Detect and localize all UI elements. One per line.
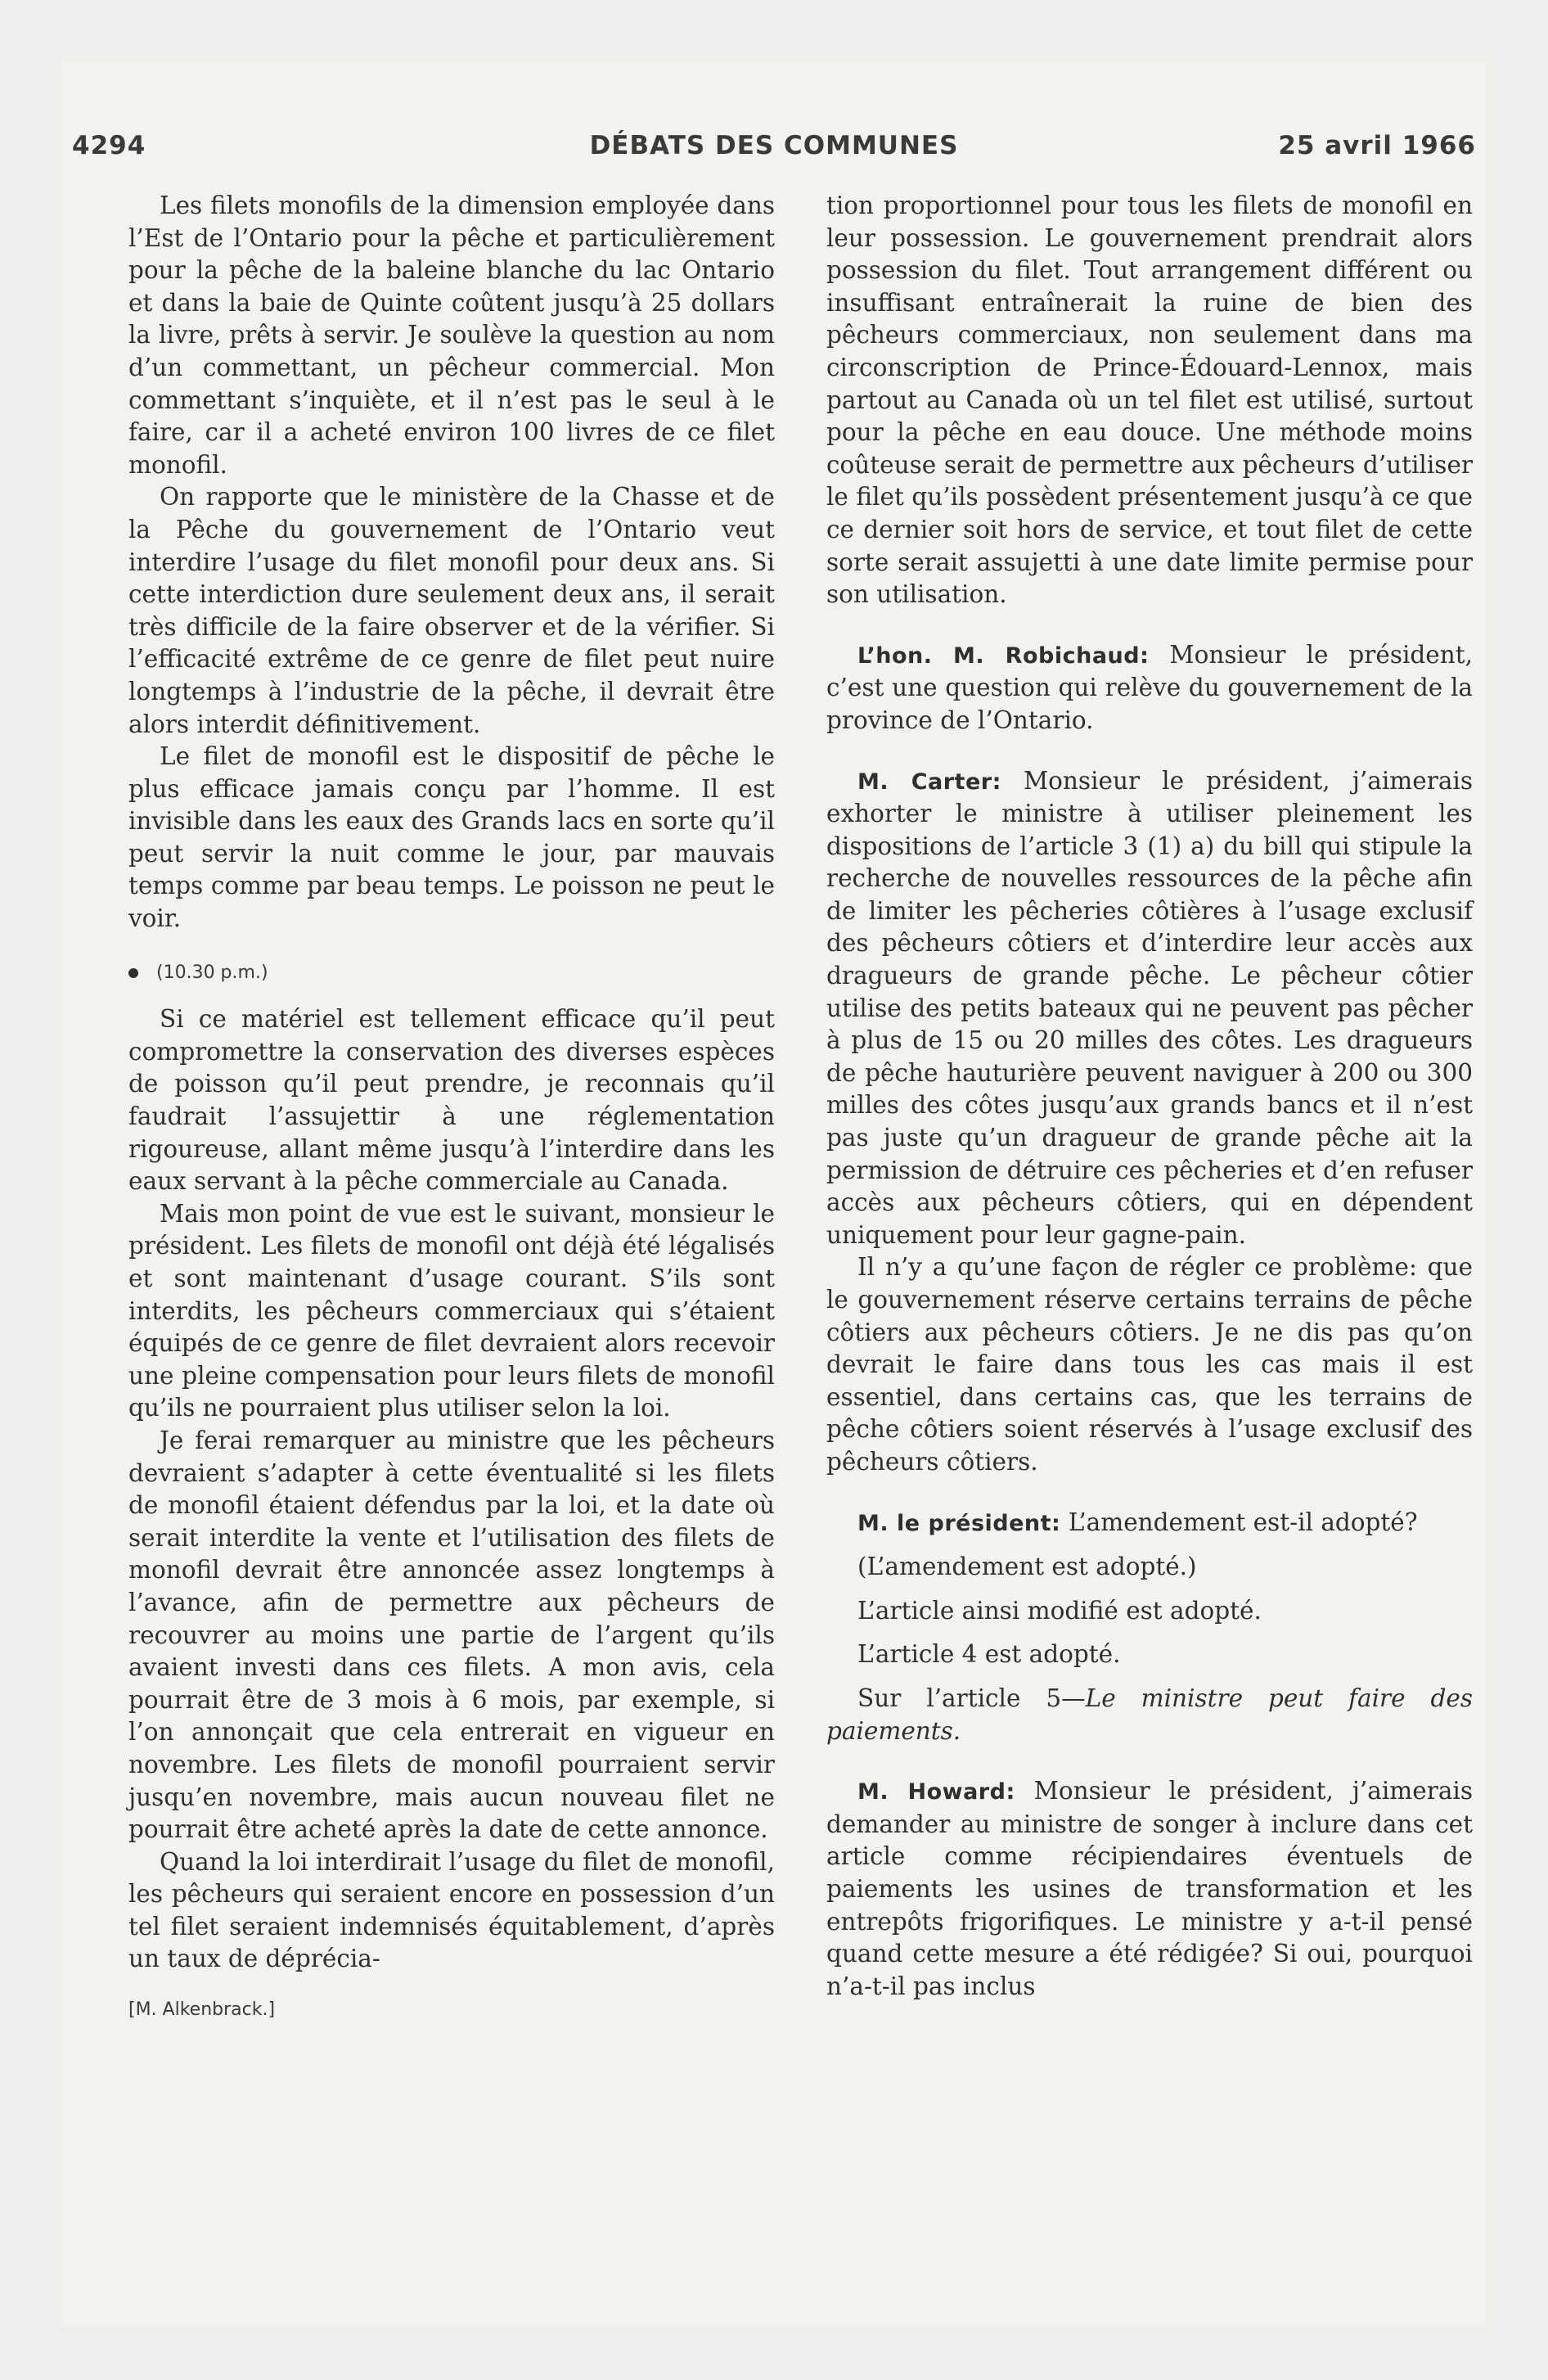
procedural-note: (L’amendement est adopté.) [857,1553,1197,1581]
speech-howard [826,1775,1473,2003]
paragraph: Si ce matériel est tellement efficace qu’il peut compromettre la conservation des diverses espèces de poisson qu’il peut prendre, je reconnais qu’il faudrait l’assujettir à une réglementation rigoureuse, allant même jusqu’à l’interdire dans les eaux servant à la pêche commerciale au Canada. [128,1005,775,1196]
speech-text: Monsieur le président, j’aimerais demander au ministre de songer à inclure dans cet article comme récipiendaires éventuels de paiements les usines de transformation et les entrepôts frigorifiques. Le ministre y a-t-il pensé quand cette mesure a été rédigée? Si oui, pourquoi n’a-t-il pas inclus [826,1777,1473,2000]
timestamp [128,957,775,989]
bullet-icon [128,968,138,978]
article-heading [826,1683,1473,1747]
page-date: 25 avril 1966 [1278,131,1476,160]
speaker-name: M. Howard: [857,1779,1015,1805]
speaker-name: L’hon. M. Robichaud: [857,642,1150,669]
article-title: Le ministre peut faire des paiements. [826,1684,1473,1745]
paragraph: Le filet de monofil est le dispositif de pêche le plus efficace jamais conçu par l’homme. Il est invisible dans les eaux des Grands lacs en sorte qu’il peut servir la nuit comme le jour, par mauvais temps comme par beau temps. Le poisson ne peut le voir. [128,742,775,933]
paragraph: Quand la loi interdirait l’usage du filet de monofil, les pêcheurs qui seraient encore en possession d’un tel filet seraient indemnisés équitablement, d’après un taux de déprécia- [128,1847,775,1973]
speech-president [826,1507,1473,1540]
paragraph: Je ferai remarquer au ministre que les pêcheurs devraient s’adapter à cette éventualité si les filets de monofil étaient défendus par la loi, et la date où serait interdite la vente et l’utilisation des filets de monofil devrait être annoncée assez longtemps à l’avance, afin de permettre aux pêcheurs de recouvrer au moins une partie de l’argent qu’ils avaient investi dans ces filets. A mon avis, cela pourrait être de 3 mois à 6 mois, par exemple, si l’on annonçait que cela entrerait en vigueur en novembre. Les filets de monofil pourraient servir jusqu’en novembre, mais aucun nouveau filet ne pourrait être acheté après la date de cette annonce. [128,1426,775,1844]
page-number: 4294 [72,131,146,160]
paragraph: On rapporte que le ministère de la Chasse et de la Pêche du gouvernement de l’Ontario veut interdire l’usage du filet monofil pour deux ans. Si cette interdiction dure seulement deux ans, il serait très difficile de la faire observer et de la vérifier. Si l’efficacité extrême de ce genre de filet peut nuire longtemps à l’industrie de la pêche, il devrait être alors interdit définitivement. [128,483,775,738]
timestamp-text: (10.30 p.m.) [156,962,268,983]
speaker-name: M. Carter: [857,769,1001,795]
speech-text: Monsieur le président, c’est une question qui relève du gouvernement de la province de l’Ontario. [826,640,1473,734]
speech-text: L’amendement est-il adopté? [1068,1508,1418,1536]
speech-text: Monsieur le président, j’aimerais exhorter le ministre à utiliser pleinement les dispositions de l’article 3 (1) a) du bill qui stipule la recherche de nouvelles ressources de la pêche afin de limiter les pêcheries côtières à l’usage exclusif des pêcheurs côtiers et d’interdire leur accès aux dragueurs de grande pêche. Le pêcheur côtier utilise des petits bateaux qui ne peuvent pas pêcher à plus de 15 ou 20 milles des côtes. Les dragueurs de pêche hauturière peuvent naviguer à 200 ou 300 milles des côtes jusqu’aux grands bancs et il n’est pas juste qu’un dragueur de grande pêche ait la permission de détruire ces pêcheries et d’en refuser accès aux pêcheurs côtiers, qui en dépendent uniquement pour leur gagne-pain. [826,766,1473,1249]
speech-carter [826,765,1473,1252]
paragraph: Mais mon point de vue est le suivant, monsieur le président. Les filets de monofil ont déjà été légalisés et sont maintenant d’usage courant. S’ils sont interdits, les pêcheurs commerciaux qui s’étaient équipés de ce genre de filet devraient alors recevoir une pleine compensation pour leurs filets de monofil qu’ils ne pourraient plus utiliser selon la loi. [128,1199,775,1422]
article-prefix: Sur l’article 5— [857,1684,1086,1712]
paragraph: tion proportionnel pour tous les filets de monofil en leur possession. Le gouvernement prendrait alors possession du filet. Tout arrangement différent ou insuffisant entraînerait la ruine de bien des pêcheurs commerciaux, non seulement dans ma circonscription de Prince-Édouard-Lennox, mais partout au Canada où un tel filet est utilisé, surtout pour la pêche en eau douce. Une méthode moins coûteuse serait de permettre aux pêcheurs d’utiliser le filet qu’ils possèdent présentement jusqu’à ce que ce dernier soit hors de service, et tout filet de cette sorte serait assujetti à une date limite permise pour son utilisation. [826,192,1473,609]
paragraph: Les filets monofils de la dimension employée dans l’Est de l’Ontario pour la pêche et particulièrement pour la pêche de la baleine blanche du lac Ontario et dans la baie de Quinte coûtent jusqu’à 25 dollars la livre, prêts à servir. Je soulève la question au nom d’un commettant, un pêcheur commercial. Mon commettant s’inquiète, et il n’est pas le seul à le faire, car il a acheté environ 100 livres de ce filet monofil. [128,192,775,479]
publication-title: DÉBATS DES COMMUNES [589,131,959,160]
speaker-footer: [M. Alkenbrack.] [128,1999,276,2021]
procedural-note: L’article 4 est adopté. [857,1640,1121,1669]
procedural-note: L’article ainsi modifié est adopté. [857,1596,1262,1625]
right-column [826,190,1473,2003]
speaker-name: M. le président: [857,1510,1061,1536]
left-column [128,190,775,2026]
speech-robichaud [826,639,1473,737]
paragraph: Il n’y a qu’une façon de régler ce problème: que le gouvernement réserve certains terrains de pêche côtiers aux pêcheurs côtiers. Je ne dis pas qu’on devrait le faire dans tous les cas mais il est essentiel, dans certains cas, que les terrains de pêche côtiers soient réservés à l’usage exclusif des pêcheurs côtiers. [826,1253,1473,1476]
page-header [72,131,1476,167]
